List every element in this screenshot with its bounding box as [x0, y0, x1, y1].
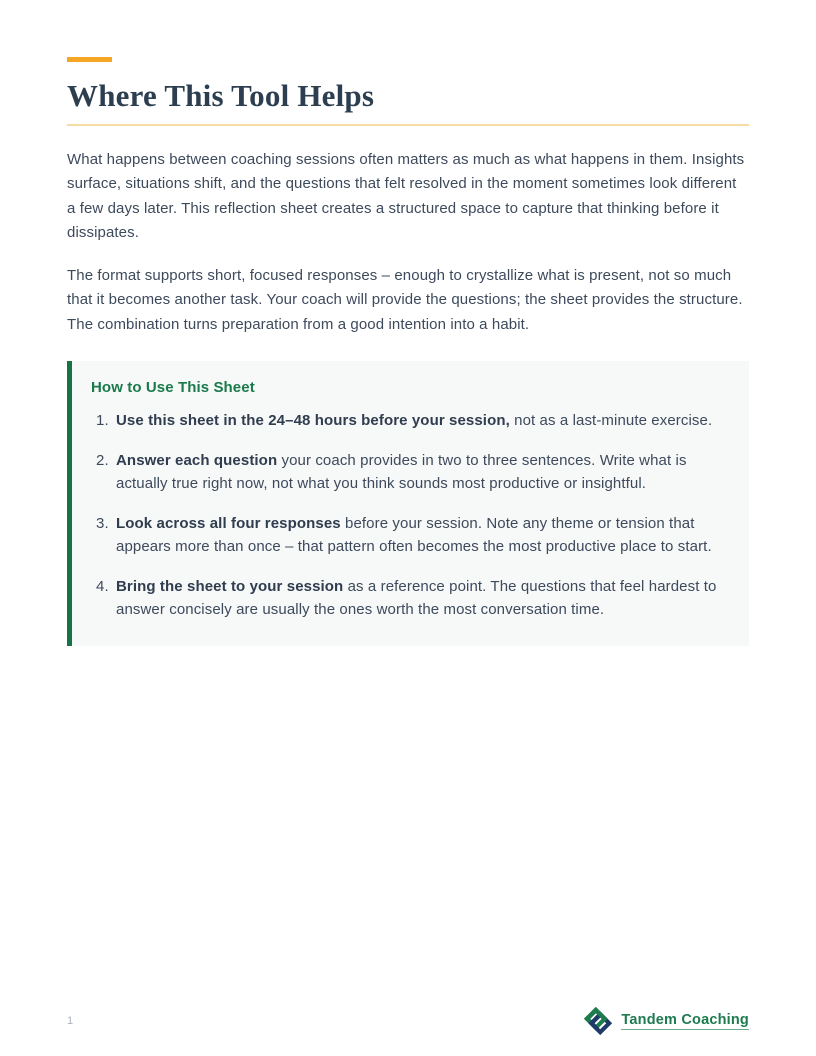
- accent-bar: [67, 57, 112, 62]
- list-item-1-bold: Use this sheet in the 24–48 hours before your session,: [116, 412, 510, 430]
- intro-paragraph-1: What happens between coaching sessions often matters as much as what happens in them. Insights surface, situations shift, and the questions that felt resolved in the moment sometimes look different a few days later. This reflection sheet creates a structured space to capture that thinking before it dissipates.: [67, 150, 745, 242]
- list-item-3-rest: before your session. Note any theme or tension that appears more than once – that pattern often becomes the most productive place to start.: [116, 514, 712, 556]
- callout-heading: How to Use This Sheet: [91, 379, 255, 397]
- list-item-4-rest: as a reference point. The questions that feel hardest to answer concisely are usually the ones worth the most conversation time.: [116, 577, 717, 619]
- brand-logo-link[interactable]: [583, 1006, 749, 1036]
- list-item-4: [113, 575, 725, 622]
- list-item-3: [113, 512, 725, 559]
- document-footer: [67, 1006, 749, 1036]
- list-item-1-rest: not as a last-minute exercise.: [509, 412, 713, 430]
- page-title: Where This Tool Helps: [67, 78, 749, 126]
- intro-paragraph-2: The format supports short, focused responses – enough to crystallize what is present, not so much that it becomes another task. Your coach will provide the questions; the sheet provides the structure. The combination turns preparation from a good intention into a habit.: [67, 266, 743, 333]
- page-number: 1: [67, 1015, 74, 1027]
- how-to-use-callout: [67, 361, 749, 646]
- tandem-diamond-icon: [583, 1006, 613, 1036]
- list-item-1: [113, 409, 725, 433]
- list-item-4-bold: Bring the sheet to your session: [116, 577, 344, 595]
- instruction-list: [91, 409, 725, 622]
- list-item-3-bold: Look across all four responses: [116, 514, 341, 532]
- brand-name: Tandem Coaching: [621, 1012, 749, 1028]
- list-item-2-rest: your coach provides in two to three sentences. Write what is actually true right now, not what you think sounds most productive or insightful.: [116, 451, 687, 493]
- list-item-2-bold: Answer each question: [116, 451, 278, 469]
- list-item-2: [113, 449, 725, 496]
